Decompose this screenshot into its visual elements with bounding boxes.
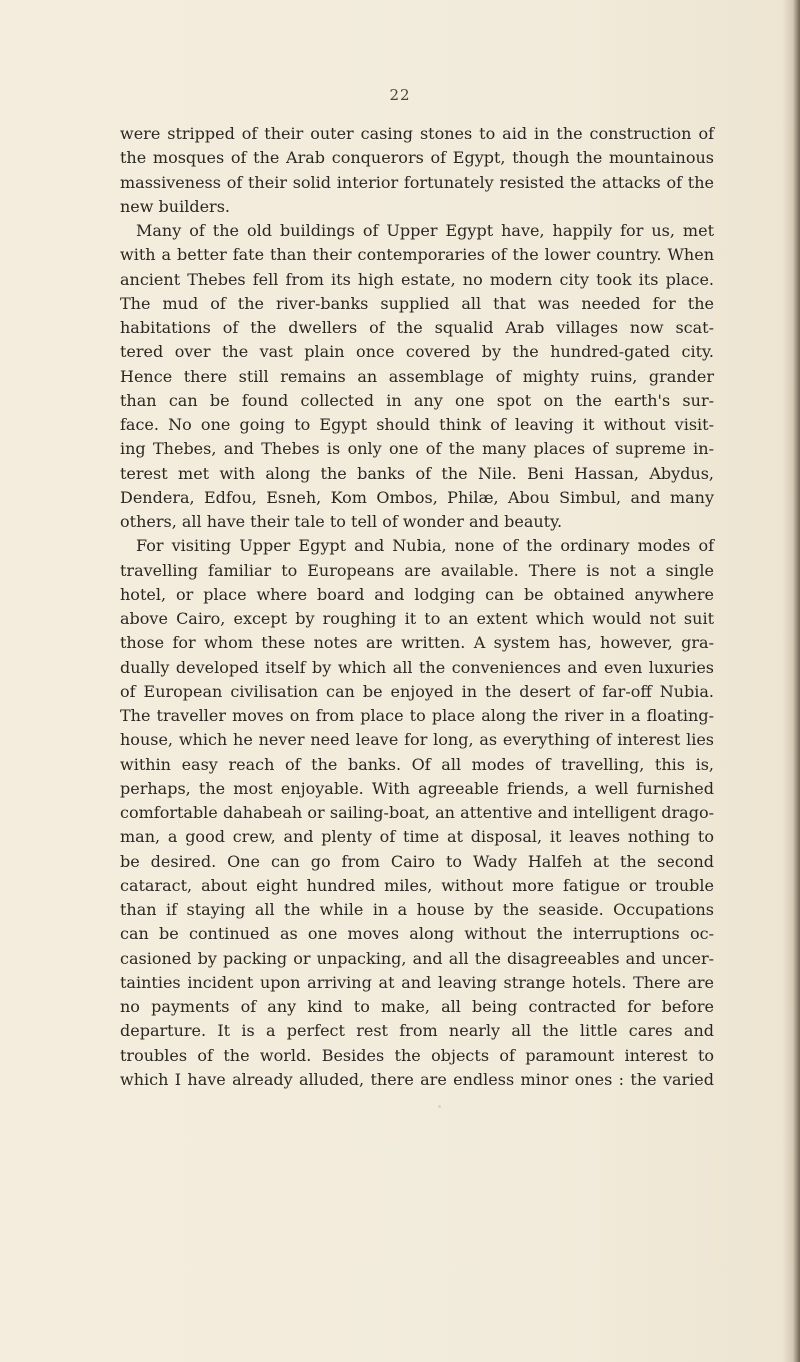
text-line: which I have already alluded, there are endless minor ones : the varied — [120, 1069, 714, 1089]
body-text — [120, 122, 714, 1092]
text-line: troubles of the world. Besides the objects of paramount interest to — [120, 1045, 714, 1065]
text-line: others, all have their tale to tell of wonder and beauty. — [120, 512, 563, 531]
text-line: man, a good crew, and plenty of time at disposal, it leaves nothing to — [120, 827, 714, 847]
text-line: house, which he never need leave for long, as everything of interest lies — [120, 730, 714, 750]
text-line: be desired. One can go from Cairo to Wady Halfeh at the second — [120, 851, 714, 871]
text-line: dually developed itself by which all the conveniences and even luxuries — [120, 657, 714, 677]
text-line: habitations of the dwellers of the squalid Arab villages now scat- — [120, 318, 714, 337]
text-line: massiveness of their solid interior fortunately resisted the attacks of the — [120, 172, 714, 192]
text-line: no payments of any kind to make, all being contracted for before — [120, 997, 714, 1016]
text-line: than if staying all the while in a house by the seaside. Occupations — [120, 900, 714, 919]
text-line: The traveller moves on from place to place along the river in a floating- — [120, 706, 714, 725]
text-line: departure. It is a perfect rest from nearly all the little cares and — [120, 1021, 714, 1041]
text-line: ancient Thebes fell from its high estate, no modern city took its place. — [120, 269, 714, 289]
text-line: those for whom these notes are written. A system has, however, gra- — [120, 633, 714, 653]
text-line: hotel, or place where board and lodging can be obtained anywhere — [120, 584, 714, 604]
text-line: were stripped of their outer casing stones to aid in the construction of — [120, 124, 714, 143]
text-line: the mosques of the Arab conquerors of Egypt, though the mountainous — [120, 148, 714, 168]
text-line: casioned by packing or unpacking, and all the disagreeables and uncer- — [120, 948, 714, 968]
text-line: ing Thebes, and Thebes is only one of the many places of supreme in- — [120, 439, 714, 459]
paper-speck — [438, 1105, 441, 1108]
text-line: than can be found collected in any one spot on the earth's sur- — [120, 390, 714, 410]
text-line: above Cairo, except by roughing it to an extent which would not suit — [120, 609, 714, 628]
text-line: Many of the old buildings of Upper Egypt have, happily for us, met — [136, 221, 714, 240]
text-line: terest met with along the banks of the Nile. Beni Hassan, Abydus, — [120, 463, 714, 483]
text-line: travelling familiar to Europeans are available. There is not a single — [120, 560, 714, 580]
text-line: tainties incident upon arriving at and leaving strange hotels. There are — [120, 972, 714, 992]
text-line: face. No one going to Egypt should think of leaving it without visit- — [120, 415, 714, 434]
text-line: comfortable dahabeah or sailing-boat, an attentive and intelligent drago- — [120, 803, 714, 822]
page-edge-shadow — [782, 0, 800, 1362]
text-line: Hence there still remains an assemblage of mighty ruins, grander — [120, 366, 714, 386]
text-line: can be continued as one moves along without the interruptions oc- — [120, 924, 714, 944]
text-line: For visiting Upper Egypt and Nubia, none of the ordinary modes of — [136, 536, 714, 556]
text-line: Dendera, Edfou, Esneh, Kom Ombos, Philæ, Abou Simbul, and many — [120, 487, 714, 507]
text-line: cataract, about eight hundred miles, without more fatigue or trouble — [120, 875, 714, 895]
text-line: within easy reach of the banks. Of all modes of travelling, this is, — [120, 754, 714, 774]
text-line: with a better fate than their contemporaries of the lower country. When — [120, 245, 714, 265]
text-line: The mud of the river-banks supplied all that was needed for the — [120, 293, 714, 313]
text-line: tered over the vast plain once covered by the hundred-gated city. — [120, 342, 714, 362]
text-line: perhaps, the most enjoyable. With agreeable friends, a well furnished — [120, 778, 714, 798]
page-number: 22 — [389, 86, 411, 104]
text-line: new builders. — [120, 196, 230, 216]
text-line: of European civilisation can be enjoyed in the desert of far-off Nubia. — [120, 681, 714, 701]
